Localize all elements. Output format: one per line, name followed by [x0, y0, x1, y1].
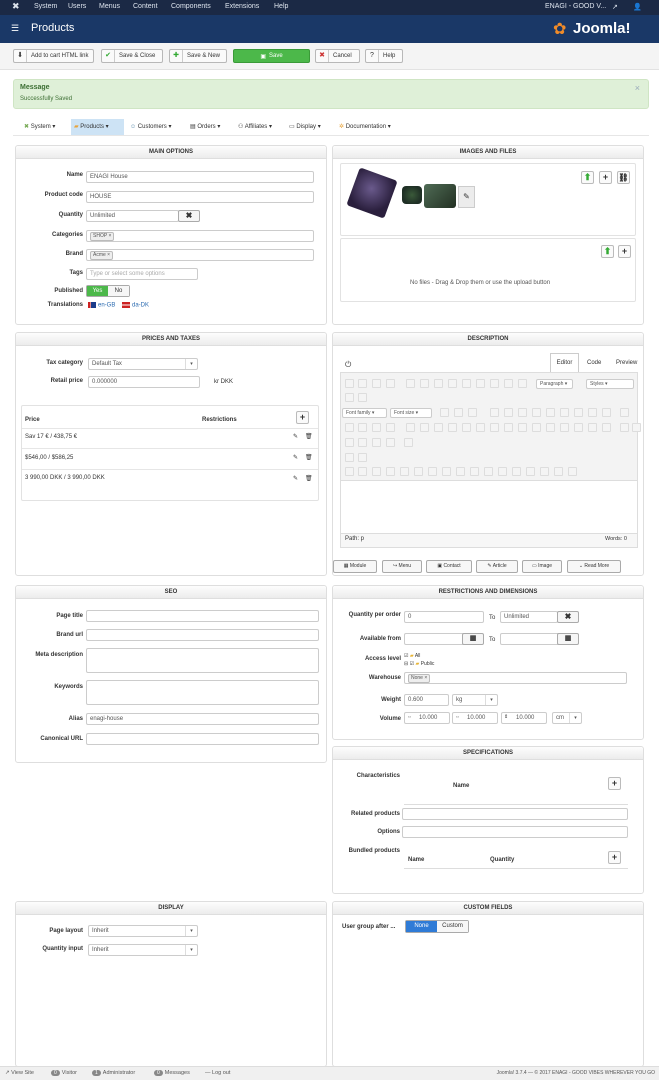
product-code-label: Product code [44, 192, 83, 198]
editor-tool-button[interactable] [546, 408, 555, 417]
brand-select[interactable] [86, 249, 314, 261]
editor-tool-button[interactable] [372, 423, 381, 432]
editor-tool-button[interactable] [560, 408, 569, 417]
menu-components[interactable]: Components [171, 3, 211, 10]
specifications-panel [332, 746, 644, 894]
delete-price-icon[interactable]: 🗑 [305, 434, 313, 440]
page-title-input[interactable] [86, 610, 319, 622]
subnav-system[interactable]: ✖ System ▾ [24, 124, 56, 130]
editor-tool-button[interactable] [345, 379, 354, 388]
tags-label: Tags [69, 270, 83, 276]
upload-file-icon[interactable]: ⬆ [601, 245, 614, 258]
editor-tool-button[interactable] [448, 379, 457, 388]
editor-tool-button[interactable] [406, 423, 415, 432]
editor-tool-button[interactable] [406, 379, 415, 388]
page-layout-select[interactable]: Inherit ▾ [88, 925, 198, 937]
retail-price-unit: kr DKK [214, 379, 234, 385]
editor-tool-button[interactable] [504, 423, 513, 432]
styles-select[interactable]: Styles ▾ [586, 379, 634, 389]
editor-tool-button[interactable] [532, 408, 541, 417]
alias-label: Alias [68, 716, 83, 722]
menu-extensions[interactable]: Extensions [225, 3, 260, 10]
volume-width-input[interactable]: 10.000 [452, 712, 498, 724]
warehouse-chip[interactable]: None × [408, 674, 430, 683]
quantity-input-select[interactable]: Inherit ▾ [88, 944, 198, 956]
categories-label: Categories [51, 232, 83, 238]
tax-category-select[interactable]: Default Tax ▾ [88, 358, 198, 370]
editor-tool-button[interactable] [532, 423, 541, 432]
name-label: Name [66, 172, 83, 178]
retail-price-input[interactable]: 0.000000 [88, 376, 200, 388]
page-header [0, 15, 659, 43]
font-family-select[interactable]: Font family ▾ [342, 408, 387, 418]
editor-tool-button[interactable] [476, 379, 485, 388]
editor-tool-button[interactable] [574, 408, 583, 417]
font-size-select[interactable]: Font size ▾ [390, 408, 432, 418]
view-site-link[interactable]: ↗ View Site [5, 1070, 34, 1076]
retail-price-label: Retail price [50, 378, 83, 384]
height-icon: ⇕ [504, 714, 509, 720]
picture-icon: ▭ [531, 563, 539, 569]
canonical-url-input[interactable] [86, 733, 319, 745]
editor-tool-button[interactable] [372, 438, 381, 447]
status-footer [0, 1066, 659, 1080]
files-empty-text: No files - Drag & Drop them or use the upload button [410, 280, 551, 286]
external-link-icon: ↗ [5, 1070, 12, 1076]
insert-module-button[interactable]: ▦ Module [333, 560, 377, 573]
brand-url-input[interactable] [86, 629, 319, 641]
add-image-icon[interactable]: + [599, 171, 612, 184]
footer-copyright: Joomla! 3.7.4 — © 2017 ENAGI - GOOD VIBES WHEREVER YOU GO [496, 1070, 655, 1076]
categories-select[interactable] [86, 230, 314, 242]
editor-tool-button[interactable] [358, 379, 367, 388]
translation-en-link[interactable]: en-GB [88, 302, 115, 309]
editor-tool-button[interactable] [345, 467, 354, 476]
editor-tool-button[interactable] [358, 467, 367, 476]
insert-article-button[interactable]: ✎ Article [476, 560, 518, 573]
insert-menu-button[interactable]: ↪ Menu [382, 560, 422, 573]
specifications-heading: SPECIFICATIONS [333, 747, 643, 760]
chevron-down-icon: ▾ [185, 945, 197, 955]
quantity-per-order-label: Quantity per order [348, 612, 401, 618]
delete-price-icon[interactable]: 🗑 [305, 455, 313, 461]
insert-image-button[interactable]: ▭ Image [522, 560, 562, 573]
warehouse-select[interactable] [404, 672, 627, 684]
tags-input[interactable]: Type or select some options [86, 268, 198, 280]
joomla-menu-icon[interactable]: ✖ [12, 1, 20, 11]
documentation-icon: ✲ [339, 124, 346, 130]
bundled-name-col: Name [408, 857, 425, 863]
menu-system[interactable]: System [34, 3, 58, 10]
affiliates-icon: ⚇ [238, 124, 245, 130]
images-files-heading: IMAGES AND FILES [333, 146, 643, 159]
description-heading: DESCRIPTION [333, 333, 643, 346]
editor-tool-button[interactable] [386, 438, 395, 447]
upload-image-icon[interactable]: ⬆ [581, 171, 594, 184]
chevron-down-icon: ▾ [185, 926, 197, 936]
insert-contact-button[interactable]: ▣ Contact [426, 560, 472, 573]
editor-tool-button[interactable] [554, 467, 563, 476]
message-close-icon[interactable]: × [634, 83, 640, 93]
success-message [13, 79, 649, 109]
spec-divider [404, 804, 628, 805]
editor-tool-button[interactable] [476, 423, 485, 432]
brand-url-label: Brand url [56, 632, 83, 638]
editor-tool-button[interactable] [518, 379, 527, 388]
subnav-affiliates[interactable]: ⚇ Affiliates ▾ [238, 124, 272, 130]
editor-tool-button[interactable] [512, 467, 521, 476]
editor-tool-button[interactable] [428, 467, 437, 476]
orders-icon: ▤ [190, 124, 198, 130]
alias-input[interactable]: enagi-house [86, 713, 319, 725]
user-icon[interactable]: 👤 [633, 4, 642, 11]
power-icon[interactable]: ⏻ [345, 360, 352, 369]
calendar-icon[interactable]: ▦ [557, 633, 579, 645]
quantity-from-input[interactable]: 0 [404, 611, 484, 623]
editor-tool-button[interactable] [470, 467, 479, 476]
product-code-input[interactable]: HOUSE [86, 191, 314, 203]
editor-tool-button[interactable] [574, 423, 583, 432]
editor-tool-button[interactable] [518, 423, 527, 432]
price-divider [22, 448, 318, 449]
quantity-input-label: Quantity input [42, 946, 83, 952]
volume-unit-select[interactable]: cm ▾ [552, 712, 582, 724]
save-new-button[interactable]: ✚ Save & New [169, 49, 227, 63]
characteristics-name-col: Name [453, 783, 470, 789]
length-icon: ⇔ [407, 714, 412, 720]
bundled-products-label: Bundled products [348, 848, 400, 854]
download-icon: ⬇ [14, 50, 27, 62]
canonical-url-label: Canonical URL [40, 736, 83, 742]
subnav-products[interactable]: ▰ Products ▾ [71, 119, 124, 135]
file-icon: ▦ [343, 563, 350, 569]
save-button[interactable]: ▣ Save [233, 49, 310, 63]
folder-icon: ▰ [409, 653, 414, 659]
add-bundled-product-button[interactable]: + [608, 851, 621, 864]
weight-label: Weight [381, 697, 401, 703]
editor-tool-button[interactable] [504, 408, 513, 417]
meta-description-textarea[interactable] [86, 648, 319, 673]
editor-tool-button[interactable] [358, 423, 367, 432]
editor-tool-button[interactable] [462, 379, 471, 388]
menu-users[interactable]: Users [68, 3, 87, 10]
name-input[interactable]: ENAGI House [86, 171, 314, 183]
weight-unit-select[interactable]: kg ▾ [452, 694, 498, 706]
chevron-down-icon: ▾ [485, 695, 497, 705]
user-group-label: User group after ... [342, 924, 396, 930]
quantity-input[interactable]: Unlimited [86, 210, 179, 222]
custom-fields-heading: CUSTOM FIELDS [333, 902, 643, 915]
word-count: Words: 0 [605, 536, 627, 542]
save-close-button[interactable]: ✔ Save & Close [101, 49, 163, 63]
files-dropzone[interactable] [340, 238, 636, 302]
weight-input[interactable]: 0.600 [404, 694, 449, 706]
page-title: Products [31, 22, 75, 34]
price-divider [22, 428, 318, 429]
access-level-label: Access level [364, 656, 401, 662]
admin-topbar [0, 0, 659, 15]
products-icon: ▰ [74, 124, 81, 130]
volume-height-input[interactable]: 10.000 [501, 712, 547, 724]
editor-tool-button[interactable] [546, 423, 555, 432]
editor-tool-button[interactable] [588, 423, 597, 432]
customers-icon: ☺ [130, 124, 138, 130]
subnav-customers[interactable]: ☺ Customers ▾ [130, 124, 172, 130]
joomla-logo-icon: ✿ [553, 21, 567, 38]
bundled-quantity-col: Quantity [490, 857, 515, 863]
characteristics-label: Characteristics [356, 773, 400, 779]
to-label: To [489, 615, 496, 621]
editor-tool-button[interactable] [448, 423, 457, 432]
add-file-icon[interactable]: + [618, 245, 631, 258]
published-toggle[interactable] [86, 285, 130, 297]
editor-tool-button[interactable] [345, 438, 354, 447]
meta-description-label: Meta description [35, 652, 83, 658]
help-button[interactable]: ? Help [365, 49, 403, 63]
to-label: To [489, 637, 496, 643]
external-link-icon[interactable]: ↗ [612, 4, 618, 11]
volume-length-input[interactable]: 10.000 [404, 712, 450, 724]
subnav-documentation[interactable]: ✲ Documentation ▾ [339, 124, 391, 130]
editor-tool-button[interactable] [345, 453, 354, 462]
main-options-heading: MAIN OPTIONS [16, 146, 326, 159]
paragraph-select[interactable]: Paragraph ▾ [536, 379, 573, 389]
save-icon: ▣ [260, 53, 266, 60]
user-group-none[interactable]: None [406, 921, 437, 932]
arrow-down-icon: ⌄ [578, 563, 585, 569]
keywords-label: Keywords [54, 684, 83, 690]
editor-tool-button[interactable] [404, 438, 413, 447]
price-table [21, 405, 319, 501]
message-title: Message [20, 84, 50, 91]
editor-tool-button[interactable] [440, 408, 449, 417]
messages-status[interactable]: 0 Messages [154, 1070, 190, 1076]
wrench-icon: ✖ [24, 124, 31, 130]
editor-tool-button[interactable] [490, 423, 499, 432]
tab-code[interactable]: Code [587, 360, 602, 366]
related-products-input[interactable] [402, 808, 628, 820]
editor-tool-button[interactable] [568, 467, 577, 476]
administrators-status[interactable]: 1 Administrator [92, 1070, 135, 1076]
menu-menus[interactable]: Menus [99, 3, 121, 10]
link-image-icon[interactable]: ⛓ [618, 173, 629, 182]
editor-tool-button[interactable] [386, 467, 395, 476]
editor-tool-button[interactable] [456, 467, 465, 476]
quantity-label: Quantity [58, 212, 83, 218]
editor-tool-button[interactable] [454, 408, 463, 417]
share-icon: ↪ [392, 563, 399, 569]
editor-tool-button[interactable] [414, 467, 423, 476]
user-group-custom[interactable]: Custom [437, 921, 468, 932]
dk-flag-icon [122, 302, 130, 308]
tab-editor[interactable]: Editor [550, 353, 579, 372]
calendar-icon[interactable]: ▦ [462, 633, 484, 645]
edit-price-icon[interactable]: ✎ [293, 455, 299, 461]
published-yes[interactable]: Yes [87, 286, 108, 296]
display-heading: DISPLAY [16, 902, 326, 915]
quantity-clear-button[interactable]: ✖ [178, 210, 200, 222]
editor-tool-button[interactable] [372, 379, 381, 388]
editor-tool-button[interactable] [386, 379, 395, 388]
quantity-to-clear-button[interactable]: ✖ [557, 611, 579, 623]
prices-taxes-heading: PRICES AND TAXES [16, 333, 326, 346]
check-icon: ✔ [102, 50, 115, 62]
restrictions-heading: RESTRICTIONS AND DIMENSIONS [333, 586, 643, 599]
editor-body[interactable] [341, 482, 637, 532]
access-all-checkbox[interactable]: ☑ ▰ All [404, 653, 421, 659]
editor-tool-button[interactable] [498, 467, 507, 476]
editor-tool-button[interactable] [400, 467, 409, 476]
editor-path: Path: p [345, 536, 365, 542]
message-text: Successfully Saved [20, 96, 73, 102]
edit-image-icon[interactable]: ✎ [458, 186, 475, 208]
editor-tool-button[interactable] [386, 423, 395, 432]
editor-tool-button[interactable] [358, 438, 367, 447]
options-input[interactable] [402, 826, 628, 838]
width-icon: ⇔ [455, 714, 460, 720]
menu-content[interactable]: Content [133, 3, 158, 10]
editor-tool-button[interactable] [345, 393, 354, 402]
editor-tool-button[interactable] [620, 408, 629, 417]
minus-icon: — [205, 1070, 213, 1076]
site-name-link[interactable]: ENAGI - GOOD V... [545, 3, 607, 10]
editor-tool-button[interactable] [468, 408, 477, 417]
related-products-label: Related products [350, 811, 400, 817]
price-col-header: Price [25, 417, 40, 423]
product-image-3[interactable] [424, 184, 456, 208]
category-chip[interactable]: SHOP × [90, 232, 114, 241]
editor-tool-button[interactable] [518, 408, 527, 417]
editor-tool-button[interactable] [442, 467, 451, 476]
chevron-down-icon: ▾ [185, 359, 197, 369]
add-to-cart-html-button[interactable]: ⬇ Add to cart HTML link [13, 49, 94, 63]
warehouse-label: Warehouse [368, 675, 401, 681]
editor-tool-button[interactable] [490, 379, 499, 388]
price-divider [22, 469, 318, 470]
keywords-textarea[interactable] [86, 680, 319, 705]
edit-price-icon[interactable]: ✎ [293, 476, 299, 482]
quantity-to-input[interactable]: Unlimited [500, 611, 558, 623]
folder-icon: ▰ [415, 661, 420, 667]
cancel-icon: ✖ [316, 50, 329, 62]
editor-tool-button[interactable] [358, 453, 367, 462]
article-icon: ✎ [487, 563, 493, 569]
restrictions-col-header: Restrictions [202, 417, 237, 423]
volume-label: Volume [379, 716, 401, 722]
editor-tool-button[interactable] [540, 467, 549, 476]
editor-tool-button[interactable] [434, 379, 443, 388]
contact-icon: ▣ [437, 563, 444, 569]
editor-tool-button[interactable] [620, 423, 629, 432]
uk-flag-icon [88, 302, 96, 308]
add-price-button[interactable]: + [296, 411, 309, 424]
subnav-display[interactable]: ▭ Display ▾ [289, 124, 321, 130]
translation-da-link[interactable]: da-DK [122, 302, 149, 309]
read-more-button[interactable]: ⌄ Read More [567, 560, 621, 573]
delete-price-icon[interactable]: 🗑 [305, 476, 313, 482]
edit-price-icon[interactable]: ✎ [293, 434, 299, 440]
visitors-status[interactable]: 0 Visitor [51, 1070, 77, 1076]
spec-divider [404, 868, 628, 869]
plus-icon: ✚ [170, 50, 183, 62]
display-icon: ▭ [289, 124, 297, 130]
published-no[interactable]: No [108, 286, 129, 296]
seo-heading: SEO [16, 586, 326, 599]
joomla-brand: Joomla! [573, 20, 631, 37]
editor-tool-button[interactable] [434, 423, 443, 432]
editor-tool-button[interactable] [372, 467, 381, 476]
translations-label: Translations [47, 302, 83, 308]
editor-tool-button[interactable] [484, 467, 493, 476]
page-title-label: Page title [56, 613, 83, 619]
editor-tool-button[interactable] [345, 423, 354, 432]
options-label: Options [377, 829, 400, 835]
page-layout-label: Page layout [49, 928, 83, 934]
editor-tool-button[interactable] [602, 408, 611, 417]
available-from-label: Available from [359, 636, 401, 642]
cancel-button[interactable]: ✖ Cancel [315, 49, 360, 63]
menu-help[interactable]: Help [274, 3, 289, 10]
editor-statusbar [341, 533, 637, 547]
editor-tool-button[interactable] [420, 423, 429, 432]
editor-tool-button[interactable] [504, 379, 513, 388]
editor-tool-button[interactable] [526, 467, 535, 476]
tax-category-label: Tax category [46, 360, 83, 366]
editor-tool-button[interactable] [420, 379, 429, 388]
question-icon: ? [366, 50, 379, 62]
editor-tool-button[interactable] [462, 423, 471, 432]
products-icon: ☰ [11, 23, 20, 33]
user-group-toggle[interactable] [405, 920, 469, 933]
chevron-down-icon: ▾ [569, 713, 581, 723]
brand-chip[interactable]: Acme × [90, 251, 113, 260]
brand-label: Brand [65, 251, 83, 257]
product-image-2[interactable] [402, 186, 422, 204]
price-row-3: 3 990,00 DKK / 3 990,00 DKK [25, 475, 105, 481]
published-label: Published [54, 288, 83, 294]
editor-tool-button[interactable] [358, 393, 367, 402]
editor-tool-button[interactable] [588, 408, 597, 417]
subnav-orders[interactable]: ▤ Orders ▾ [190, 124, 221, 130]
price-row-2: $546,00 / $586,25 [25, 455, 74, 461]
tab-preview[interactable]: Preview [616, 360, 638, 366]
price-row-1: Sav 17 € / 438,75 € [25, 434, 78, 440]
editor-tool-button[interactable] [560, 423, 569, 432]
editor-tool-button[interactable] [602, 423, 611, 432]
logout-link[interactable]: — Log out [205, 1070, 231, 1076]
editor-tool-button[interactable] [632, 423, 641, 432]
add-characteristic-button[interactable]: + [608, 777, 621, 790]
access-public-checkbox[interactable]: ⊟ ☑ ▰ Public [404, 661, 435, 667]
editor-tool-button[interactable] [490, 408, 499, 417]
